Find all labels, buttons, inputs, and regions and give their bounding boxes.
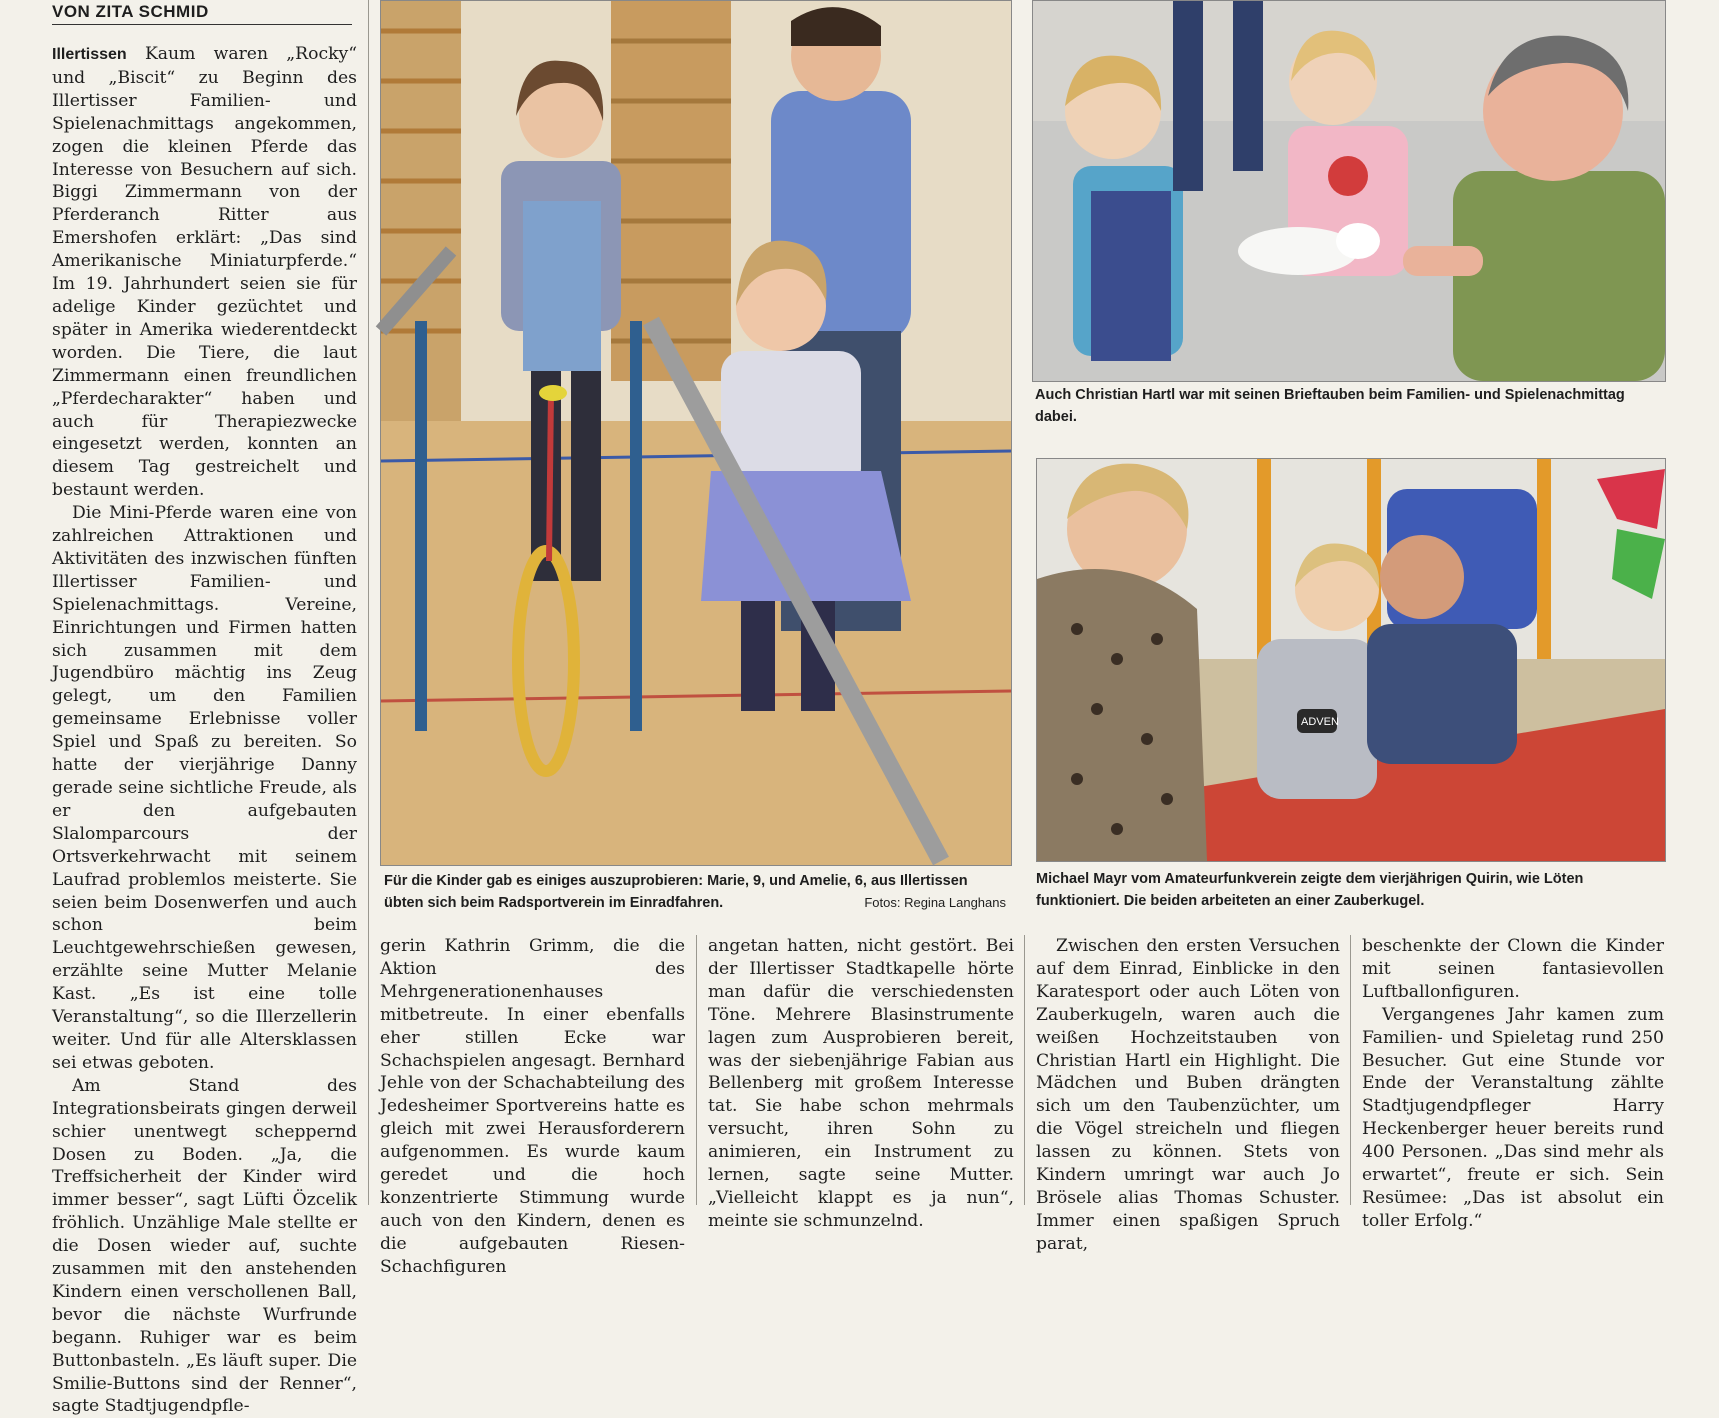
main-photo-caption — [384, 870, 1006, 914]
article-column-2 — [380, 935, 685, 1277]
byline: VON ZITA SCHMID — [52, 2, 352, 25]
top-right-photo-pigeons — [1032, 0, 1666, 382]
column-5-paragraph-2: Vergangenes Jahr kamen zum Familien- und Spieletag rund 250 Besucher. Gut eine Stunde vor Ende der Veranstaltung zählte Stadtjugendpfleger Harry Heckenberger heuer bereits rund 400 Personen. „Das sind mehr als erwartet“, freute er sich. Sein Resümee: „Das ist absolut ein toller Erfolg.“ — [1362, 1004, 1664, 1231]
column-rule — [368, 0, 369, 1205]
column-rule — [696, 935, 697, 1205]
dateline: Illertissen — [52, 46, 127, 63]
bottom-right-photo-caption: Michael Mayr vom Amateurfunkverein zeigte dem vierjährigen Quirin, wie Löten funktioniert. Die beiden arbeiteten an einer Zauberkugel. — [1036, 871, 1584, 909]
column-3-text: angetan hatten, nicht gestört. Bei der Illertisser Stadtkapelle hörte man dafür die verschiedensten Töne. Mehrere Blasinstrumente lagen zum Ausprobieren bereit, was der siebenjährige Fabian aus Bellenberg mit großem Interesse tat. Sie habe schon mehrmals versucht, ihren Sohn zu animieren, ein Instrument zu lernen, sagte seine Mutter. „Vielleicht klappt es ja nun“, meinte sie schmunzelnd. — [708, 936, 1014, 1231]
paragraph-3: Am Stand des Integrationsbeirats gingen derweil schier unentwegt scheppernd Dosen zu Boden. „Ja, die Treffsicherheit der Kinder wird immer besser“, sagt Lüfti Özcelik fröhlich. Unzählige Male stellte er die Dosen wieder auf, suchte zusammen mit den anstehenden Kindern einen verschollenen Ball, bevor die nächste Wurfrunde begann. Ruhiger war es beim Buttonbasteln. „Es läuft super. Die Smilie-Buttons sind der Renner“, sagte Stadtjugendpfle- — [52, 1075, 357, 1417]
article-column-1 — [52, 43, 357, 1417]
column-4-text: Zwischen den ersten Versuchen auf dem Einrad, Einblicke in den Karatesport oder auch Löten von Zauberkugeln, waren auch die weißen Hochzeitstauben von Christian Hartl ein Highlight. Die Mädchen und Buben drängten sich um den Taubenzüchter, um die Vögel streicheln und fliegen lassen zu können. Stets von Kindern umringt war auch Jo Brösele alias Thomas Schuster. Immer einen spaßigen Spruch parat, — [1036, 936, 1340, 1254]
column-2-text: gerin Kathrin Grimm, die die Aktion des Mehrgenerationenhauses mitbetreute. In einer ebenfalls eher stillen Ecke war Schachspielen angesagt. Bernhard Jehle von der Schachabteilung des Jedesheimer Sportvereins hatte es gleich mit zwei Herausforderern aufgenommen. Es wurde kaum geredet und die hoch konzentrierte Stimmung wurde auch von den Kindern, denen es die aufgebauten Riesen-Schachfiguren — [380, 936, 685, 1277]
paragraph-2: Die Mini-Pferde waren eine von zahlreichen Attraktionen und Aktivitäten des inzwischen fünften Illertisser Familien- und Spielenachmittags. Vereine, Einrichtungen und Firmen hatten sich zusammen mit dem Jugendbüro mächtig ins Zeug gelegt, um den Familien gemeinsame Erlebnisse voller Spiel und Spaß zu bereiten. So hatte der vierjährige Danny gerade seine sichtliche Freude, als er den aufgebauten Slalomparcours der Ortsverkehrwacht mit seinem Laufrad problemlos meisterte. Sie seien beim Dosenwerfen und auch schon beim Leuchtgewehrschießen gewesen, erzählte seine Mutter Melanie Kast. „Es ist eine tolle Veranstaltung“, so die Illerzellerin weiter. Und für alle Altersklassen sei etwas geboten. — [52, 503, 357, 1073]
sticker-label: ADVEN — [1301, 716, 1339, 728]
article-column-4 — [1036, 935, 1340, 1254]
photo-credit: Fotos: Regina Langhans — [864, 895, 1006, 910]
article-column-5 — [1362, 935, 1664, 1231]
column-5-paragraph-1: beschenkte der Clown die Kinder mit seinen fantasievollen Luftballonfiguren. — [1362, 936, 1664, 1002]
top-right-photo-caption: Auch Christian Hartl war mit seinen Brieftauben beim Familien- und Spielenachmittag dabei. — [1035, 387, 1625, 425]
main-photo-unicycle — [380, 0, 1012, 866]
bottom-right-photo-soldering — [1036, 458, 1666, 862]
caption-text: Für die Kinder gab es einiges auszuprobieren: Marie, 9, und Amelie, 6, aus Illertissen übten sich beim Radsportverein im Einradfahren. — [384, 873, 968, 911]
column-rule — [1350, 935, 1351, 1205]
paragraph-1: Kaum waren „Rocky“ und „Biscit“ zu Beginn des Illertisser Familien- und Spielenachmittags angekommen, zogen die kleinen Pferde das Interesse von Besuchern auf sich. Biggi Zimmermann von der Pferderanch Ritter aus Emershofen erklärt: „Das sind Amerikanische Miniaturpferde.“ Im 19. Jahrhundert seien sie für adelige Kinder gezüchtet und später in Amerika wiederentdeckt worden. Die Tiere, die laut Zimmermann einen freundlichen „Pferdecharakter“ haben und auch für Therapiezwecke eingesetzt werden, konnten an diesem Tag gestreichelt und bestaunt werden. — [52, 44, 357, 501]
article-column-3 — [708, 935, 1014, 1231]
column-rule — [1024, 935, 1025, 1205]
